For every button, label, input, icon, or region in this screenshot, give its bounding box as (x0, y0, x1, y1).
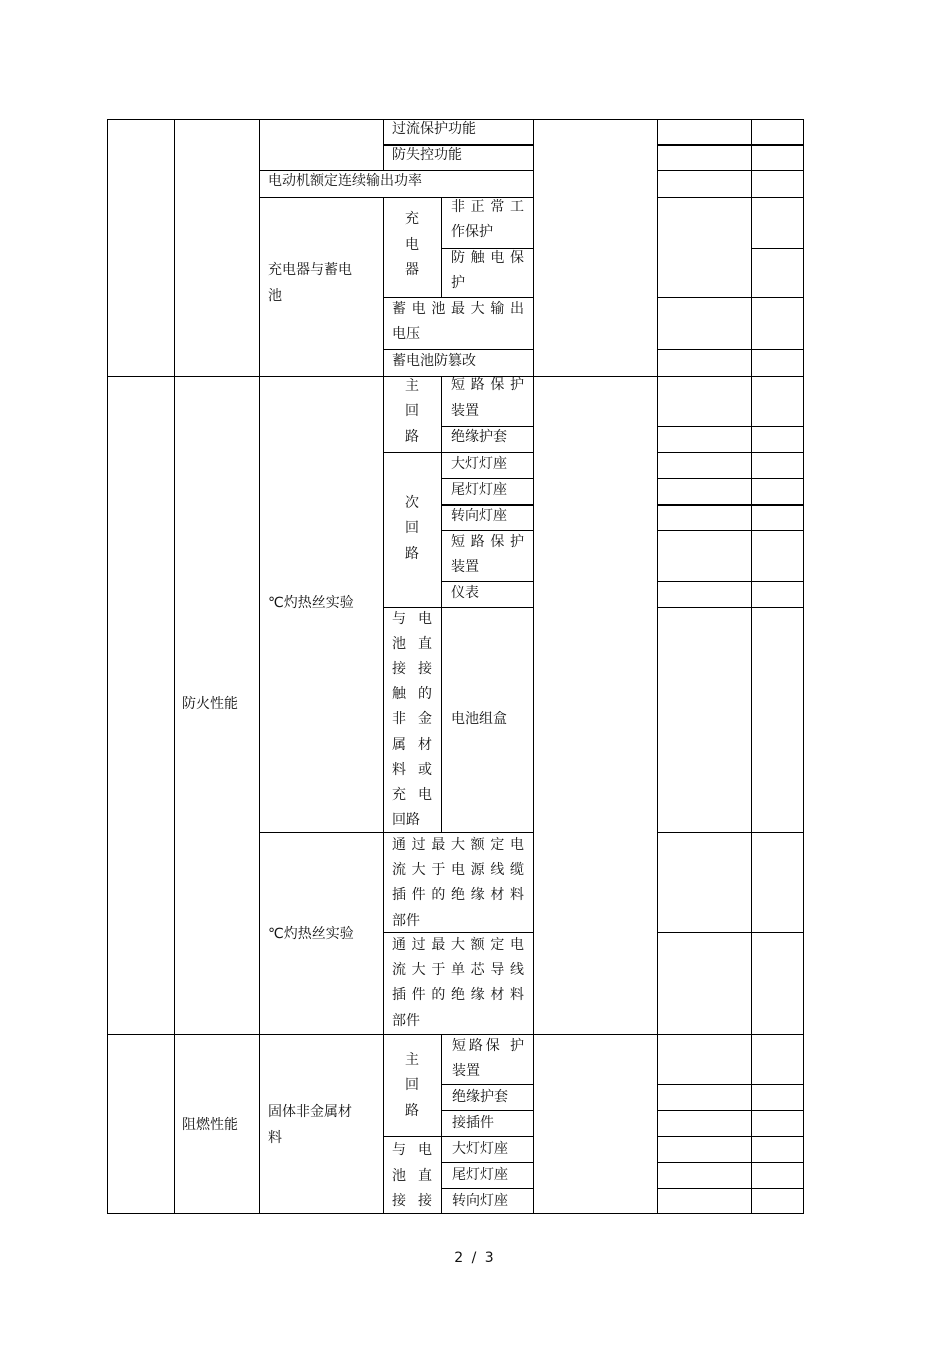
cell-rated-current-a-line: 部件 (392, 912, 420, 929)
cell-overcurrent: 过流保护功能 (392, 121, 476, 137)
table-rule (441, 1034, 442, 1214)
cell-short-protect-b-2: 装置 (451, 559, 479, 575)
table-rule (174, 119, 175, 1214)
table-rule (803, 119, 804, 1214)
table-rule (657, 349, 804, 350)
table-rule (657, 1110, 804, 1111)
cell-anti-shock-2: 护 (451, 275, 465, 291)
cell-nonmetal-lines-line: 池直 (392, 636, 432, 653)
cell-sec-circuit-2: 回 (405, 520, 419, 536)
cell-battery-max-v-1: 蓄电池最大输出 (392, 301, 524, 317)
table-rule (657, 119, 658, 1214)
cell-nonmetal-lines-line: 回路 (392, 811, 420, 828)
table-rule (657, 581, 804, 582)
cell-charger-v2: 电 (405, 237, 419, 253)
table-rule (657, 426, 804, 427)
cell-main-circuit-b-3: 路 (405, 1103, 419, 1119)
table-rule (657, 297, 804, 298)
cell-rated-current-a-line: 插件的绝缘材料 (392, 887, 524, 904)
cell-nonmetal-lines-line: 触的 (392, 686, 432, 703)
cell-solid-nonmetal-2: 料 (268, 1130, 282, 1146)
table-rule (533, 119, 534, 1214)
cell-headlamp-c: 大灯灯座 (452, 1141, 508, 1157)
cell-taillamp-a: 尾灯灯座 (451, 482, 507, 498)
cell-nonmetal-lines-line: 充电 (392, 786, 432, 803)
cell-direct-contact-lines-line: 接接 (392, 1193, 432, 1210)
cell-short-protect-b-1: 短路保护 (451, 534, 524, 550)
cell-direct-contact-lines-line: 池直 (392, 1167, 432, 1184)
cell-main-circuit-b-2: 回 (405, 1077, 419, 1093)
cell-main-circuit-b-1: 主 (405, 1052, 419, 1068)
cell-charger-v1: 充 (405, 211, 419, 227)
cell-nonmetal-lines-line: 与电 (392, 611, 432, 627)
table-rule (751, 248, 804, 249)
table-rule (657, 452, 804, 453)
cell-rated-current-b-line: 部件 (392, 1012, 420, 1029)
cell-nonmetal-lines-line: 属材 (392, 736, 432, 753)
table-rule (657, 607, 804, 608)
cell-connector: 接插件 (452, 1115, 494, 1131)
cell-short-protect-c-1: 短路保 护 (452, 1038, 524, 1054)
cell-sec-circuit-3: 路 (405, 546, 419, 562)
cell-turnlamp-a: 转向灯座 (451, 508, 507, 524)
table-rule (657, 932, 804, 933)
cell-rated-current-a-line: 流大于电源线缆 (392, 862, 524, 879)
cell-solid-nonmetal-1: 固体非金属材 (268, 1104, 352, 1120)
table-rule (259, 119, 260, 1214)
cell-insulation-a: 绝缘护套 (451, 429, 507, 445)
cell-main-circuit-a-3: 路 (405, 429, 419, 445)
table-rule (657, 832, 804, 833)
cell-sec-circuit-1: 次 (405, 495, 419, 511)
cell-rated-current-b-line: 插件的绝缘材料 (392, 987, 524, 1004)
cell-direct-contact-lines-line: 与电 (392, 1142, 432, 1158)
cell-fire-performance: 防火性能 (182, 696, 238, 712)
cell-charger-v3: 器 (405, 262, 419, 278)
table-rule (751, 119, 752, 1214)
cell-flame-retardant: 阻燃性能 (182, 1117, 238, 1133)
cell-nonmetal-lines-line: 料或 (392, 761, 432, 778)
table-rule (441, 376, 442, 833)
table-rule (657, 170, 804, 171)
cell-glow-wire-2: ℃灼热丝实验 (268, 926, 354, 942)
cell-battery-tamper: 蓄电池防篡改 (392, 353, 476, 369)
table-rule (657, 530, 804, 531)
cell-turnlamp-c: 转向灯座 (452, 1193, 508, 1209)
cell-anti-runaway: 防失控功能 (392, 147, 462, 163)
cell-rated-current-b-line: 流大于单芯导线 (392, 962, 524, 979)
table-rule (441, 197, 442, 298)
cell-nonmetal-lines-line: 接接 (392, 661, 432, 678)
table-rule (657, 478, 804, 479)
cell-glow-wire-1: ℃灼热丝实验 (268, 595, 354, 611)
table-rule (657, 504, 804, 506)
cell-abnormal-1: 非正常工 (451, 199, 524, 215)
cell-short-protect-a-1: 短路保护 (451, 377, 524, 393)
cell-short-protect-a-2: 装置 (451, 403, 479, 419)
table-rule (107, 119, 108, 1214)
cell-battery-max-v-2: 电压 (392, 326, 420, 342)
cell-charger-battery-1: 充电器与蓄电 (268, 262, 352, 278)
cell-nonmetal-lines-line: 非金 (392, 711, 432, 728)
table-rule (657, 1188, 804, 1189)
cell-main-circuit-a-1: 主 (405, 378, 419, 394)
cell-meter: 仪表 (451, 585, 479, 601)
table-rule (657, 197, 804, 198)
cell-charger-battery-2: 池 (268, 288, 282, 304)
table-rule (657, 1162, 804, 1163)
cell-main-circuit-a-2: 回 (405, 403, 419, 419)
cell-headlamp-a: 大灯灯座 (451, 456, 507, 472)
cell-short-protect-c-2: 装置 (452, 1063, 480, 1079)
table-rule (383, 119, 384, 171)
cell-rated-current-b-line: 通过最大额定电 (392, 937, 524, 953)
cell-anti-shock-1: 防触电保 (451, 250, 524, 266)
cell-battery-box: 电池组盒 (451, 711, 507, 727)
cell-taillamp-c: 尾灯灯座 (452, 1167, 508, 1183)
cell-abnormal-2: 作保护 (451, 224, 493, 240)
page-number: 2 / 3 (454, 1250, 496, 1266)
table-rule (657, 144, 804, 146)
table-rule (657, 1136, 804, 1137)
cell-insulation-c: 绝缘护套 (452, 1089, 508, 1105)
cell-rated-current-a-line: 通过最大额定电 (392, 837, 524, 853)
cell-motor-power: 电动机额定连续输出功率 (268, 173, 422, 189)
table-rule (657, 1084, 804, 1085)
